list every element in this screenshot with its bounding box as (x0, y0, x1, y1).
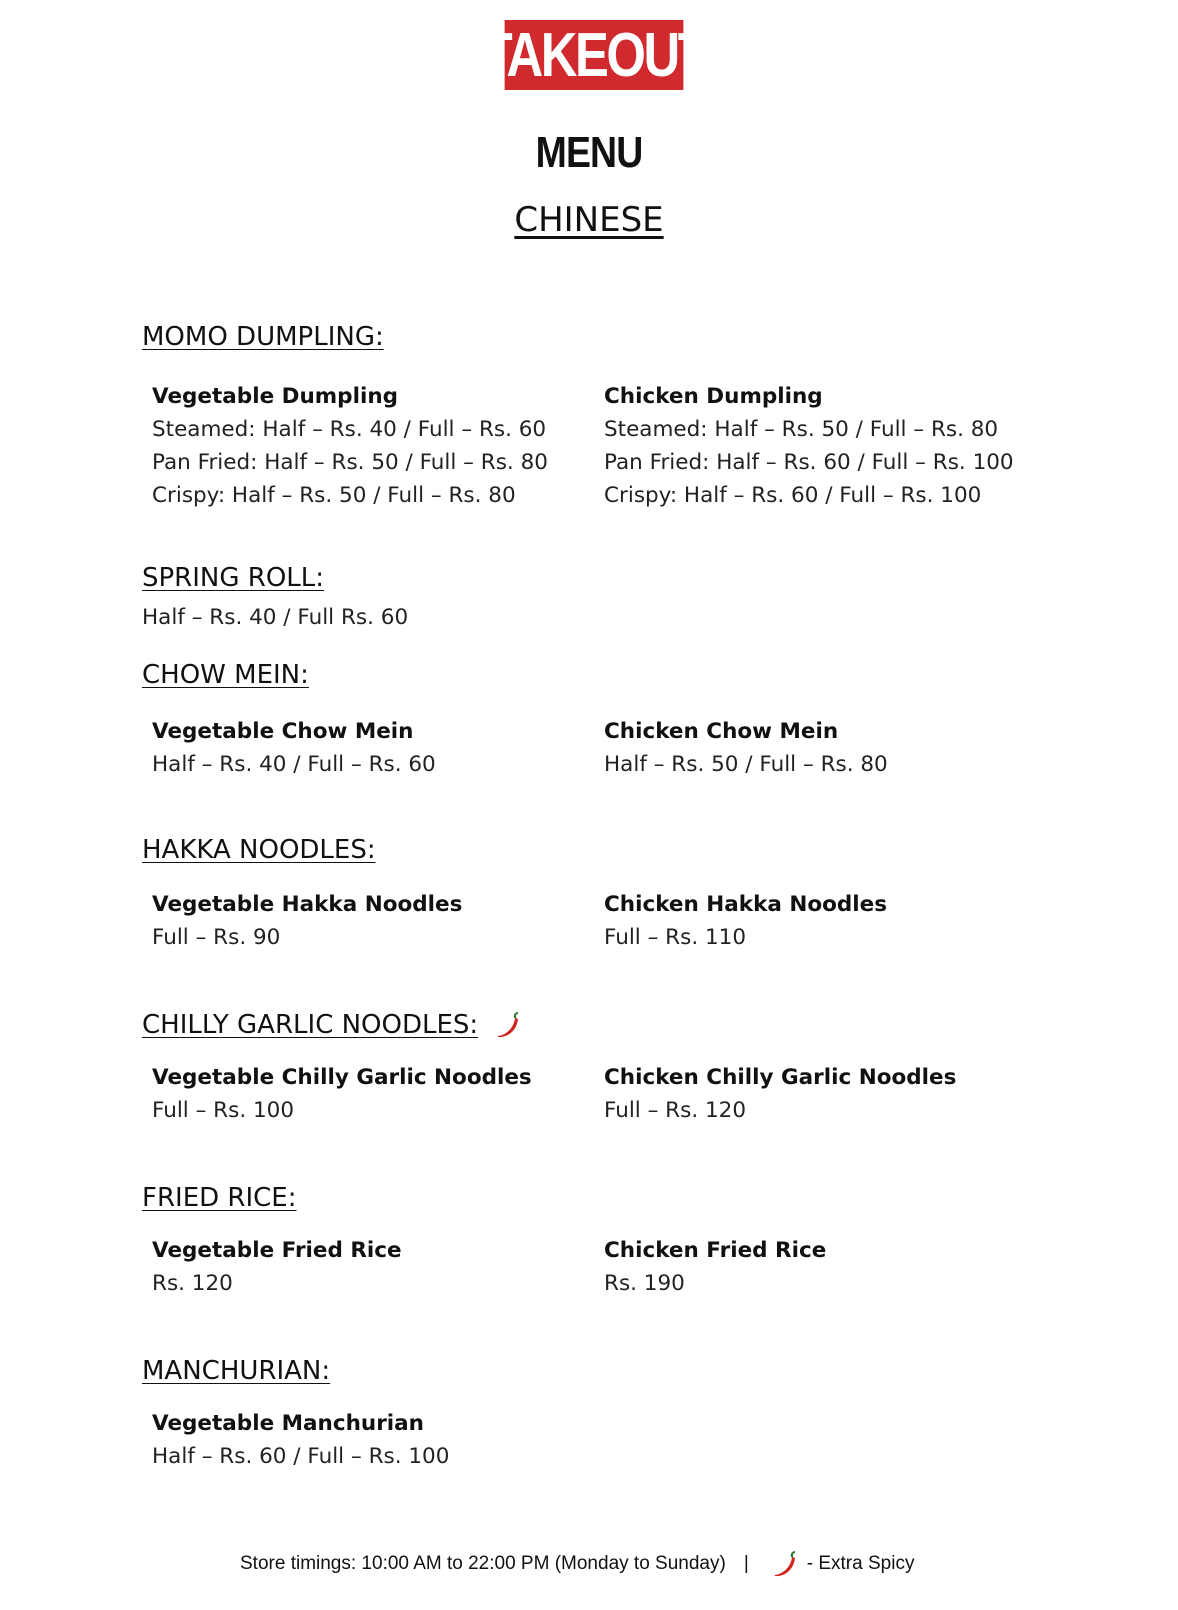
item-price-line: Pan Fried: Half – Rs. 60 / Full – Rs. 100 (604, 450, 1014, 475)
item-name: Chicken Chilly Garlic Noodles (604, 1065, 957, 1090)
item-price-line: Half – Rs. 60 / Full – Rs. 100 (152, 1444, 450, 1469)
item-price-line: Crispy: Half – Rs. 50 / Full – Rs. 80 (152, 483, 516, 508)
footer (240, 1546, 914, 1582)
menu-item-veg-dumpling (152, 380, 548, 512)
menu-item-veg-hakka-noodles (152, 888, 462, 954)
takeout-logo: TAKEOUT (481, 20, 707, 90)
item-price-line: Full – Rs. 90 (152, 925, 281, 950)
menu-item-chicken-hakka-noodles (604, 888, 887, 954)
item-price-line: Steamed: Half – Rs. 40 / Full – Rs. 60 (152, 417, 547, 442)
spicy-legend: - Extra Spicy (806, 1553, 915, 1574)
item-name: Chicken Dumpling (604, 384, 823, 409)
spring-roll-price: Half – Rs. 40 / Full Rs. 60 (142, 605, 409, 630)
item-price-line: Half – Rs. 40 / Full – Rs. 60 (152, 752, 436, 777)
item-name: Vegetable Fried Rice (152, 1238, 402, 1263)
chili-pepper-icon (492, 1010, 522, 1040)
item-price-line: Steamed: Half – Rs. 50 / Full – Rs. 80 (604, 417, 999, 442)
item-name: Vegetable Hakka Noodles (152, 892, 463, 917)
item-name: Chicken Chow Mein (604, 719, 839, 744)
menu-item-chicken-chilly-garlic-noodles (604, 1061, 956, 1127)
menu-item-veg-chilly-garlic-noodles (152, 1061, 532, 1127)
item-price-line: Half – Rs. 50 / Full – Rs. 80 (604, 752, 888, 777)
section-heading-hakka-noodles: HAKKA NOODLES: (142, 835, 376, 865)
menu-item-chicken-chow-mein (604, 715, 888, 781)
section-heading-chow-mein: CHOW MEIN: (142, 660, 309, 690)
menu-item-chicken-dumpling (604, 380, 1014, 512)
menu-title: MENU (535, 128, 643, 177)
item-name: Vegetable Manchurian (152, 1411, 424, 1436)
section-heading-fried-rice: FRIED RICE: (142, 1183, 297, 1213)
menu-item-veg-chow-mein (152, 715, 436, 781)
section-heading-spring-roll: SPRING ROLL: (142, 563, 325, 593)
item-name: Vegetable Dumpling (152, 384, 399, 409)
section-heading-manchurian: MANCHURIAN: (142, 1356, 331, 1386)
item-price-line: Pan Fried: Half – Rs. 50 / Full – Rs. 80 (152, 450, 548, 475)
menu-item-veg-fried-rice (152, 1234, 402, 1300)
cuisine-heading: CHINESE (514, 200, 664, 240)
item-name: Vegetable Chilly Garlic Noodles (152, 1065, 532, 1090)
section-heading-chilly-garlic-noodles: CHILLY GARLIC NOODLES: (142, 1010, 522, 1040)
item-price-line: Crispy: Half – Rs. 60 / Full – Rs. 100 (604, 483, 982, 508)
item-price-line: Rs. 120 (152, 1271, 233, 1296)
item-price-line: Full – Rs. 100 (152, 1098, 295, 1123)
item-price-line: Full – Rs. 120 (604, 1098, 747, 1123)
item-name: Chicken Hakka Noodles (604, 892, 888, 917)
item-name: Chicken Fried Rice (604, 1238, 827, 1263)
item-name: Vegetable Chow Mein (152, 719, 414, 744)
item-price-line: Rs. 190 (604, 1271, 685, 1296)
store-timings: Store timings: 10:00 AM to 22:00 PM (Monday to Sunday) (240, 1553, 726, 1574)
chili-pepper-icon (769, 1549, 799, 1579)
section-heading-momo: MOMO DUMPLING: (142, 322, 384, 352)
menu-item-veg-manchurian (152, 1407, 449, 1473)
item-price-line: Full – Rs. 110 (604, 925, 747, 950)
footer-separator: | (743, 1553, 749, 1574)
menu-item-chicken-fried-rice (604, 1234, 826, 1300)
